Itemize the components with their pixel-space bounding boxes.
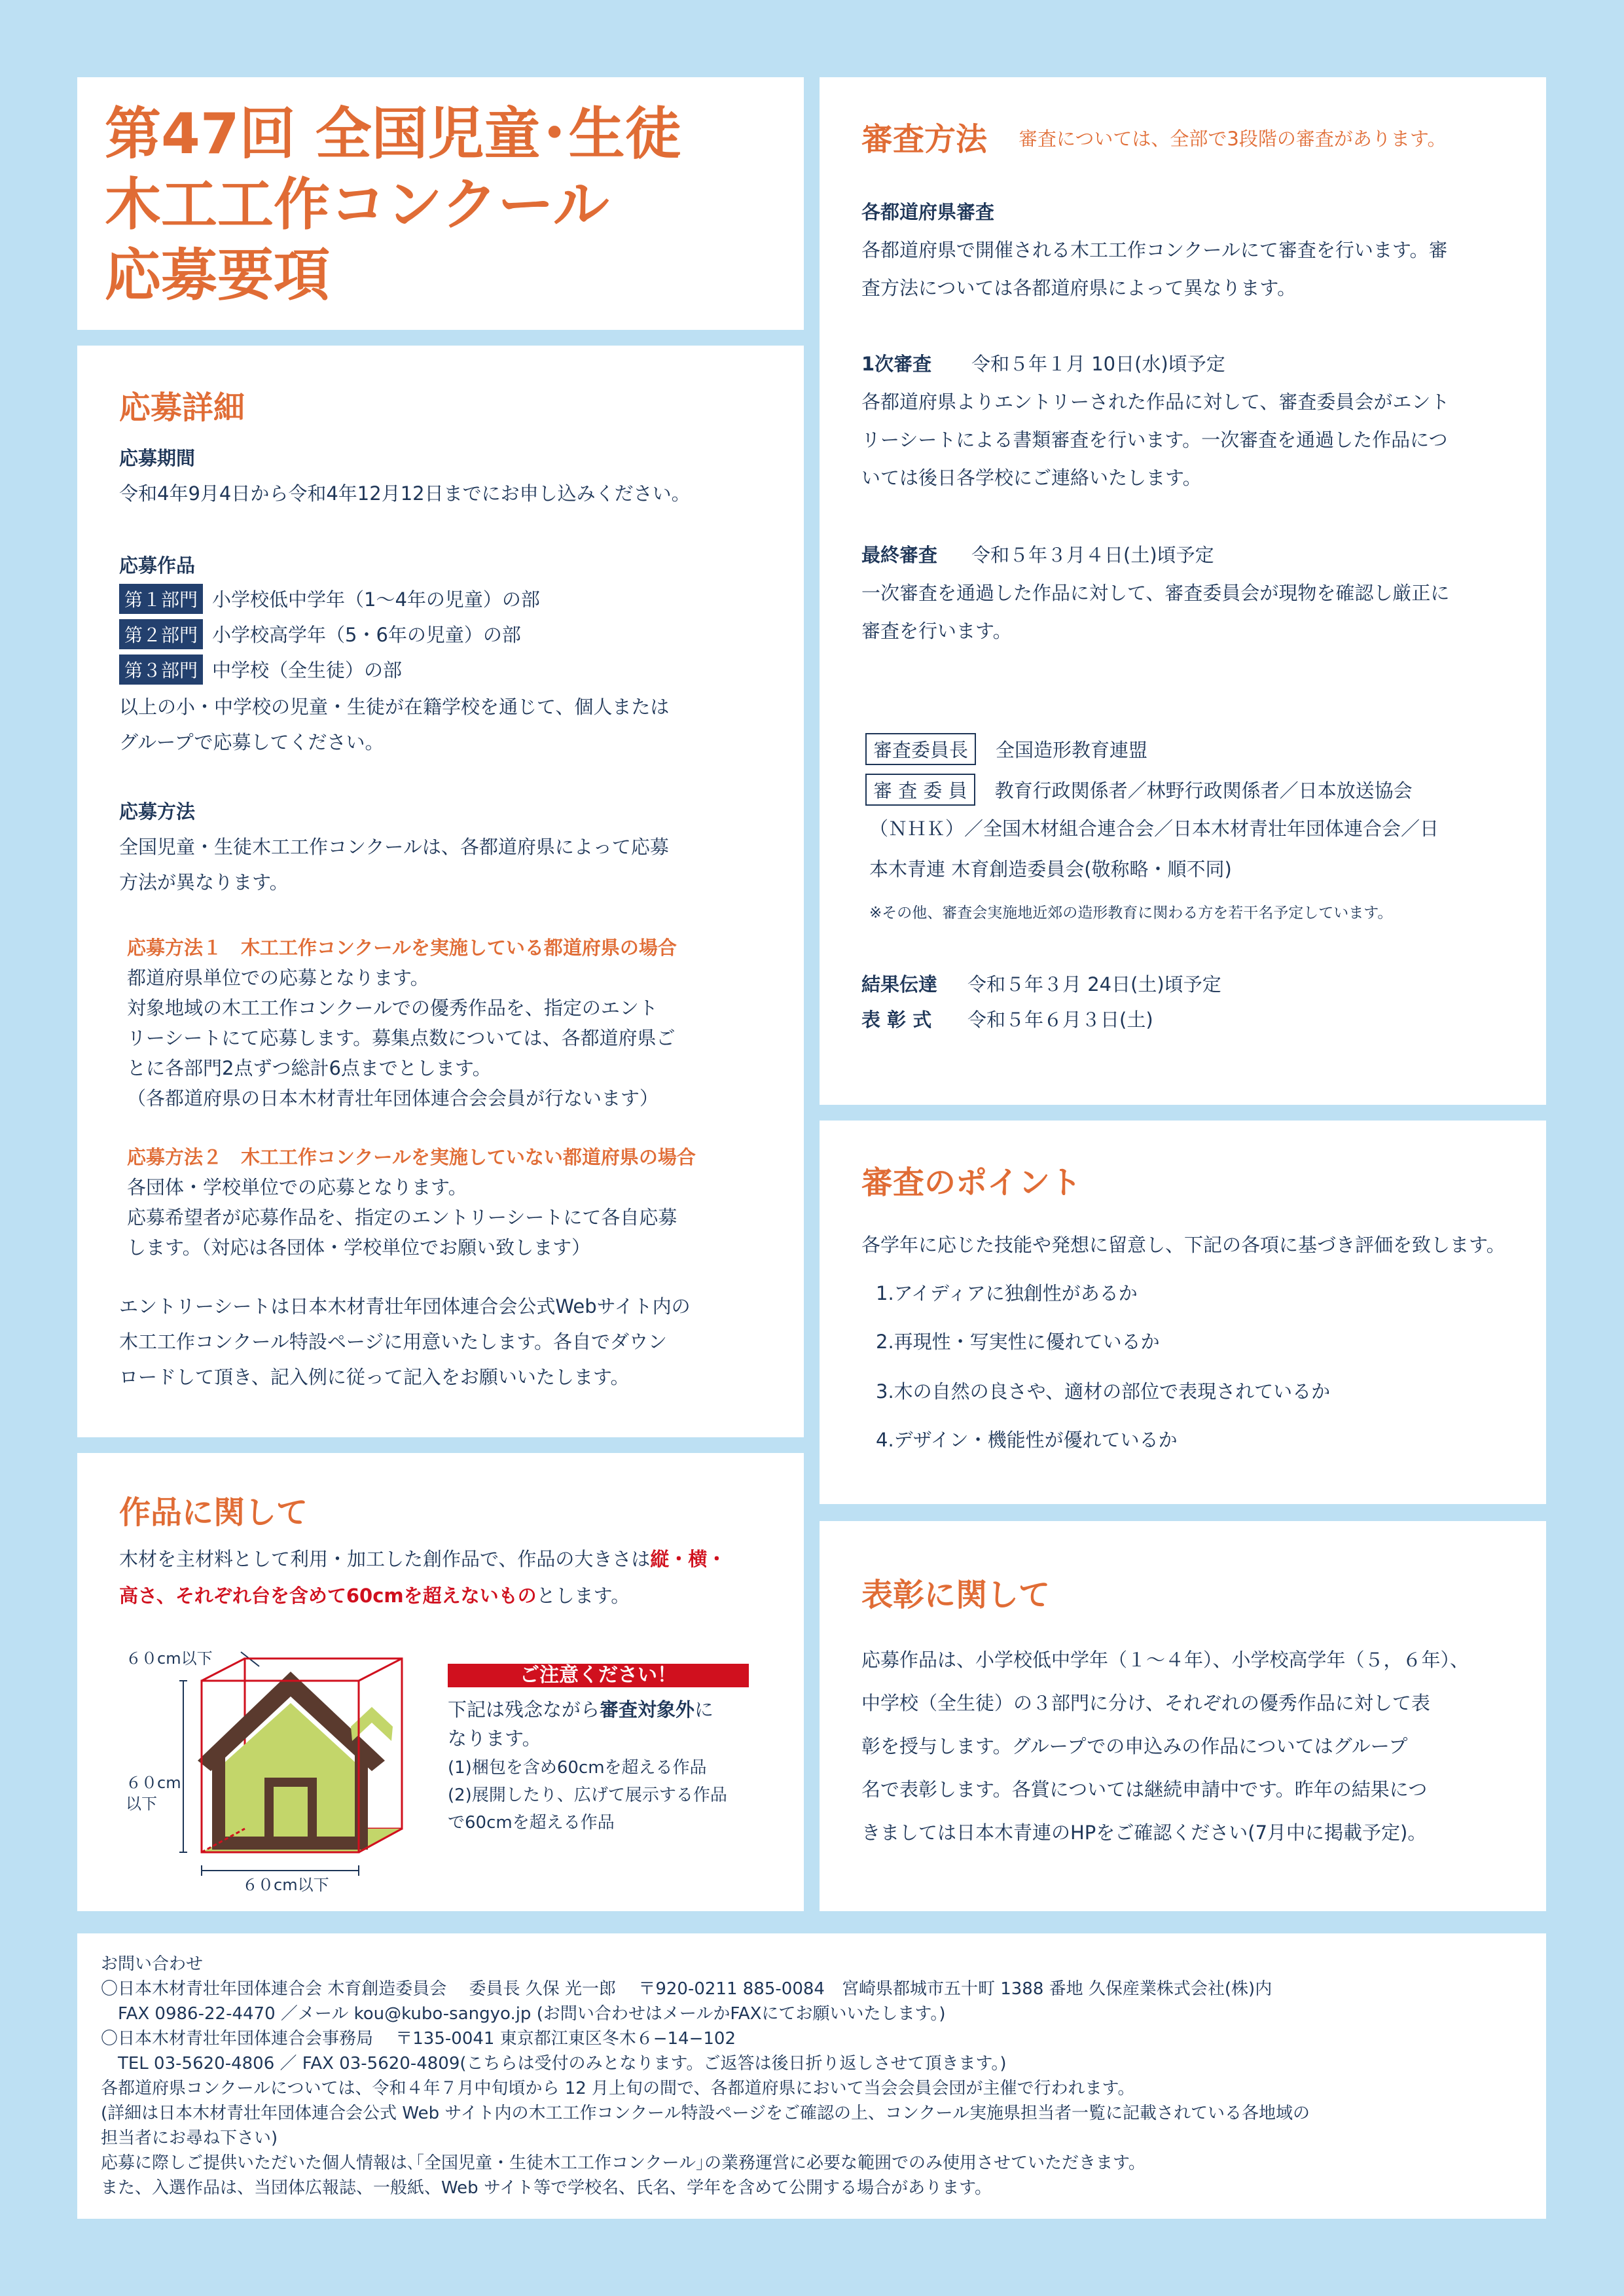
ceremony-date: 令和５年６月３日(土) (967, 1009, 1153, 1031)
title-line-2: 木工工作コンクール (105, 172, 609, 238)
pref-review-line: 査方法については各都道府県によって異なります。 (861, 277, 1297, 299)
dimension-side-label: ６０cm (126, 1774, 181, 1792)
contact-line: 〇日本木材青壮年団体連合会 木育創造委員会 委員長 久保 光一郎 〒920-0211 885-0084 宮崎県都城市五十町 1388 番地 久保産業株式会社(株)内 (101, 1979, 1272, 1999)
period-text: 令和4年9月4日から令和4年12月12日までにお申し込みください。 (119, 482, 691, 505)
caution-item: で60cmを超える作品 (448, 1813, 615, 1833)
works-rule-emphasis: 縦・横・ (650, 1548, 727, 1570)
works-rule-text: とします。 (536, 1585, 630, 1607)
division-text: 小学校高学年（5・6年の児童）の部 (212, 624, 521, 646)
works-rule-text: 木材を主材料として利用・加工した創作品で、作品の大きさは (119, 1548, 651, 1570)
title-line-1: 第47回 全国児童･生徒 (105, 101, 681, 167)
method-1-line: とに各部門2点ずつ総計6点までとします。 (127, 1057, 492, 1079)
member-line: （ＮＨＫ）／全国木材組合連合会／日本木材青壮年団体連合会／日 (869, 817, 1439, 840)
contact-line: 担当者にお尋ね下さい) (101, 2128, 278, 2148)
works-label: 応募作品 (119, 554, 196, 577)
member-note: ※その他、審査会実施地近郊の造形教育に関わる方を若干名予定しています。 (869, 905, 1393, 922)
first-review-line: リーシートによる書類審査を行います。一次審査を通過した作品につ (861, 429, 1448, 451)
review-points-panel (820, 1121, 1546, 1504)
division-badge: 第１部門 (119, 584, 203, 614)
caution-item: (2)展開したり、広げて展示する作品 (448, 1785, 727, 1805)
method-2-title: 応募方法２ 木工工作コンクールを実施していない都道府県の場合 (127, 1146, 696, 1168)
contact-panel (77, 1933, 1546, 2219)
division-row (119, 584, 540, 614)
entry-sheet-line: 木工工作コンクール特設ページに用意いたします。各自でダウン (119, 1331, 667, 1353)
final-review-line: 審査を行います。 (861, 620, 1012, 642)
final-review-date: 令和５年３月４日(土)頃予定 (971, 544, 1214, 566)
division-row (119, 655, 402, 685)
division-badge: 第２部門 (119, 619, 203, 649)
period-label: 応募期間 (119, 447, 196, 469)
method-2-line: 応募希望者が応募作品を、指定のエントリーシートにて各自応募 (127, 1206, 677, 1229)
contact-line: FAX 0986-22-4470 ／メール kou@kubo-sangyo.jp (お問い合わせはメールかFAXにてお願いいたします。) (101, 2004, 946, 2024)
award-line: 彰を授与します。グループでの申込みの作品についてはグループ (861, 1735, 1408, 1757)
first-review-label: 1次審査 (861, 353, 932, 375)
works-heading: 作品に関して (119, 1494, 308, 1531)
member-text: 教育行政関係者／林野行政関係者／日本放送協会 (994, 780, 1413, 802)
contact-line: TEL 03-5620-4806 ／ FAX 03-5620-4809(こちらは受付のみとなります。ご返答は後日折り返しさせて頂きます。) (101, 2054, 1007, 2073)
works-rule-line-2 (119, 1581, 630, 1608)
caution-line (448, 1695, 713, 1722)
award-panel (820, 1521, 1546, 1911)
application-details-panel (77, 346, 804, 1437)
method-1-line: （各都道府県の日本木材青壮年団体連合会会員が行ないます） (127, 1087, 659, 1109)
details-heading: 応募詳細 (119, 389, 245, 426)
result-date: 令和５年３月 24日(土)頃予定 (967, 973, 1221, 996)
caution-text: に (695, 1698, 714, 1721)
chair-row (865, 733, 1147, 765)
method-1-line: リーシートにて応募します。募集点数については、各都道府県ご (127, 1027, 676, 1049)
division-badge: 第３部門 (119, 655, 203, 685)
member-label: 審 査 委 員 (865, 774, 975, 806)
contact-line: 各都道府県コンクールについては、令和４年７月中旬頃から 12 月上旬の間で、各都道府県において当会会員会団が主催で行われます。 (101, 2079, 1135, 2098)
method-2-line: します。（対応は各団体・学校単位でお願い致します） (127, 1236, 591, 1259)
contact-line: 応募に際しご提供いただいた個人情報は､｢全国児童・生徒木工工作コンクール｣の業務運営に必要な範囲でのみ使用させていただきます。 (101, 2153, 1146, 2173)
dimension-side-label: 以下 (126, 1795, 157, 1813)
house-size-diagram-icon (175, 1649, 450, 1878)
points-heading: 審査のポイント (861, 1164, 1082, 1201)
works-note: グループで応募してください。 (119, 731, 384, 753)
chair-text: 全国造形教育連盟 (996, 739, 1148, 761)
result-label: 結果伝達 (861, 973, 938, 996)
works-rule-emphasis: 高さ、それぞれ台を含めて60cmを超えないもの (119, 1585, 537, 1607)
ceremony-label: 表 彰 式 (861, 1009, 932, 1031)
division-row (119, 619, 521, 649)
review-heading: 審査方法 (861, 121, 988, 158)
chair-label: 審査委員長 (865, 733, 976, 765)
contact-line: また、入選作品は、当団体広報誌、一般紙、Web サイト等で学校名、氏名、学年を含めて公開する場合があります。 (101, 2178, 992, 2198)
final-review-label: 最終審査 (861, 544, 938, 566)
division-text: 小学校低中学年（1〜4年の児童）の部 (212, 588, 540, 611)
entry-sheet-line: エントリーシートは日本木材青壮年団体連合会公式Webサイト内の (119, 1295, 691, 1318)
division-text: 中学校（全生徒）の部 (212, 659, 403, 681)
title-line-3: 応募要項 (105, 243, 330, 308)
review-subheading: 審査については、全部で3段階の審査があります。 (1019, 128, 1447, 150)
works-note: 以上の小・中学校の児童・生徒が在籍学校を通じて、個人または (119, 696, 670, 718)
entry-sheet-line: ロードして頂き、記入例に従って記入をお願いいたします。 (119, 1366, 630, 1388)
points-intro: 各学年に応じた技能や発想に留意し、下記の各項に基づき評価を致します。 (861, 1234, 1506, 1256)
method-text: 全国児童・生徒木工工作コンクールは、各都道府県によって応募 (119, 836, 669, 858)
points-item: 1.アイディアに独創性があるか (876, 1282, 1138, 1304)
award-line: 中学校（全生徒）の３部門に分け、それぞれの優秀作品に対して表 (861, 1692, 1430, 1714)
first-review-line: 各都道府県よりエントリーされた作品に対して、審査委員会がエント (861, 391, 1450, 413)
title-panel (77, 77, 804, 330)
method-label: 応募方法 (119, 800, 196, 823)
award-heading: 表彰に関して (861, 1577, 1051, 1613)
pref-review-label: 各都道府県審査 (861, 201, 995, 223)
contact-heading: お問い合わせ (101, 1954, 204, 1974)
method-text: 方法が異なります。 (119, 871, 289, 893)
caution-item: (1)梱包を含め60cmを超える作品 (448, 1758, 707, 1778)
points-item: 4.デザイン・機能性が優れているか (876, 1429, 1178, 1451)
points-item: 3.木の自然の良さや、適材の部位で表現されているか (876, 1380, 1331, 1403)
member-row (865, 774, 1413, 806)
pref-review-line: 各都道府県で開催される木工工作コンクールにて審査を行います。審 (861, 239, 1448, 261)
method-1-title: 応募方法１ 木工工作コンクールを実施している都道府県の場合 (127, 937, 677, 959)
method-2-line: 各団体・学校単位での応募となります。 (127, 1176, 467, 1198)
award-line: 応募作品は、小学校低中学年（１〜４年）、小学校高学年（５，６年）、 (861, 1649, 1470, 1671)
works-rule-line-1 (119, 1545, 726, 1571)
award-line: きましては日本木青連のHPをご確認ください(7月中に掲載予定)。 (861, 1821, 1427, 1844)
caution-emphasis: 審査対象外 (600, 1698, 695, 1721)
review-method-panel (820, 77, 1546, 1105)
dimension-top-label: ６０cm以下 (126, 1649, 213, 1668)
points-item: 2.再現性・写実性に優れているか (876, 1331, 1160, 1353)
final-review-line: 一次審査を通過した作品に対して、審査委員会が現物を確認し厳正に (861, 582, 1450, 604)
contact-line: 〇日本木材青壮年団体連合会事務局 〒135-0041 東京都江東区冬木６−14−102 (101, 2029, 736, 2049)
caution-text: 下記は残念ながら (448, 1698, 600, 1721)
works-panel (77, 1453, 804, 1911)
award-line: 名で表彰します。各賞については継続申請中です。昨年の結果につ (861, 1778, 1428, 1801)
method-1-line: 都道府県単位での応募となります。 (127, 967, 429, 989)
caution-banner: ご注意ください！ (448, 1664, 749, 1687)
caution-line: なります。 (448, 1727, 541, 1749)
dimension-bottom-label: ６０cm以下 (242, 1876, 329, 1894)
contact-line: (詳細は日本木材青壮年団体連合会公式 Web サイト内の木工工作コンクール特設ページをご確認の上、コンクール実施県担当者一覧に記載されている各地域の (101, 2104, 1310, 2123)
first-review-date: 令和５年１月 10日(水)頃予定 (971, 353, 1225, 375)
member-line: 本木青連 木育創造委員会(敬称略・順不同) (869, 858, 1232, 880)
method-1-line: 対象地域の木工工作コンクールでの優秀作品を、指定のエント (127, 997, 658, 1019)
first-review-line: いては後日各学校にご連絡いたします。 (861, 467, 1202, 489)
